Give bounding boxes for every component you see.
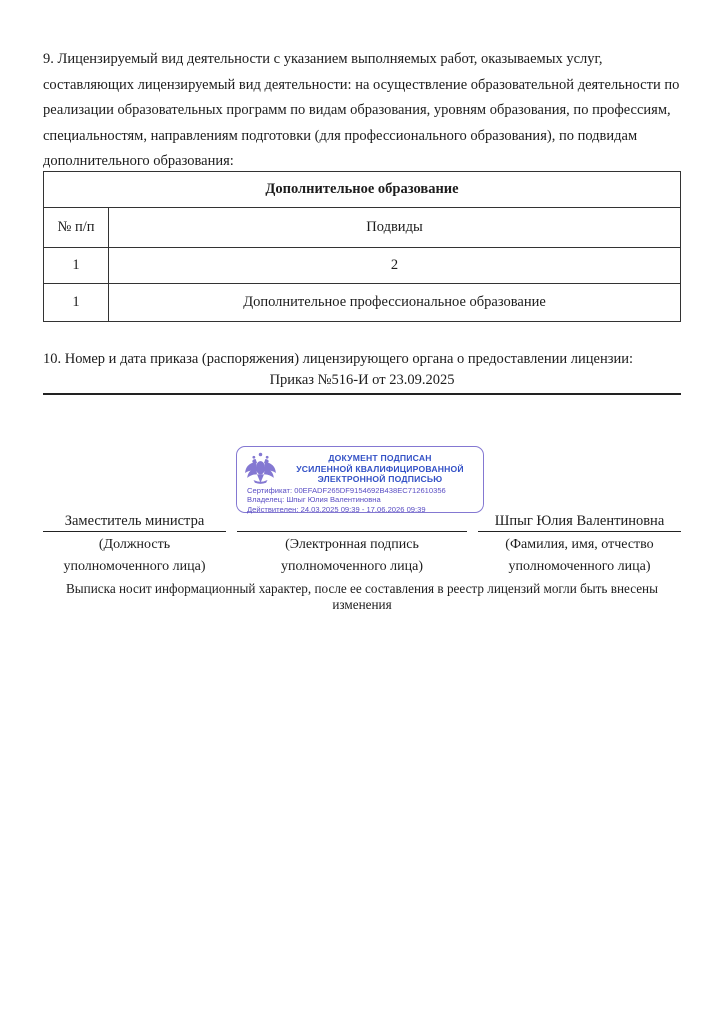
electronic-signature-stamp [236,446,484,513]
header-cell-number: № п/п [44,208,109,248]
informational-note: Выписка носит информационный характер, после ее составления в реестр лицензий могли быть внесены изменения [66,581,658,612]
signature-name-column [478,509,681,578]
table-title-row [44,172,681,208]
stamp-owner: Владелец: Шпыг Юлия Валентиновна [247,495,381,505]
stamp-title [281,453,479,485]
coat-of-arms-eagle-icon [243,452,278,487]
table-header-row [44,208,681,248]
signer-position: Заместитель министра [64,513,205,529]
section-9-paragraph: 9. Лицензируемый вид деятельности с указанием выполняемых работ, оказываемых услуг, составляющих лицензируемый вид деятельности: на осуществление образовательной деятельности по реализации образовательных программ по видам образования, уровням образования, по профессиям, специальностям, направлениям подготовки (для профессионального образования), по подвидам дополнительного образования: [43,51,680,169]
stamp-title-line1: ДОКУМЕНТ ПОДПИСАН [328,453,432,463]
signer-full-name: Шпыг Юлия Валентиновна [494,513,665,529]
section-10-paragraph: 10. Номер и дата приказа (распоряжения) лицензирующего органа о предоставлении лицензии: [43,351,633,367]
stamp-title-line3: ЭЛЕКТРОННОЙ ПОДПИСЬЮ [317,474,443,485]
cell-row2-col2: Дополнительное профессиональное образование [109,284,681,322]
stamp-validity: Действителен: 24.03.2025 09:39 - 17.06.2026 09:39 [247,504,426,514]
full-name-label: (Фамилия, имя, отчество уполномоченного лица) [505,537,654,574]
cell-row1-col1: 1 [44,248,109,284]
signature-esign-column [237,509,467,578]
cell-row2-col1: 1 [44,284,109,322]
table-row [44,284,681,322]
stamp-title-line2: УСИЛЕННОЙ КВАЛИФИЦИРОВАННОЙ [296,463,464,474]
horizontal-divider [43,393,681,395]
header-cell-subtypes: Подвиды [109,208,681,248]
stamp-certificate: Сертификат: 00EFADF265DF9154692B438EC712610356 [247,486,446,495]
order-number-value: Приказ №516-И от 23.09.2025 [269,372,455,388]
esign-placeholder [237,509,467,530]
table-row [44,248,681,284]
table-title-cell: Дополнительное образование [44,172,681,208]
cell-row1-col2: 2 [109,248,681,284]
signature-position-column [43,509,226,578]
esign-label: (Электронная подпись уполномоченного лица) [281,537,423,574]
signature-block [43,509,681,578]
position-label: (Должность уполномоченного лица) [63,537,206,574]
additional-education-table [43,171,681,322]
